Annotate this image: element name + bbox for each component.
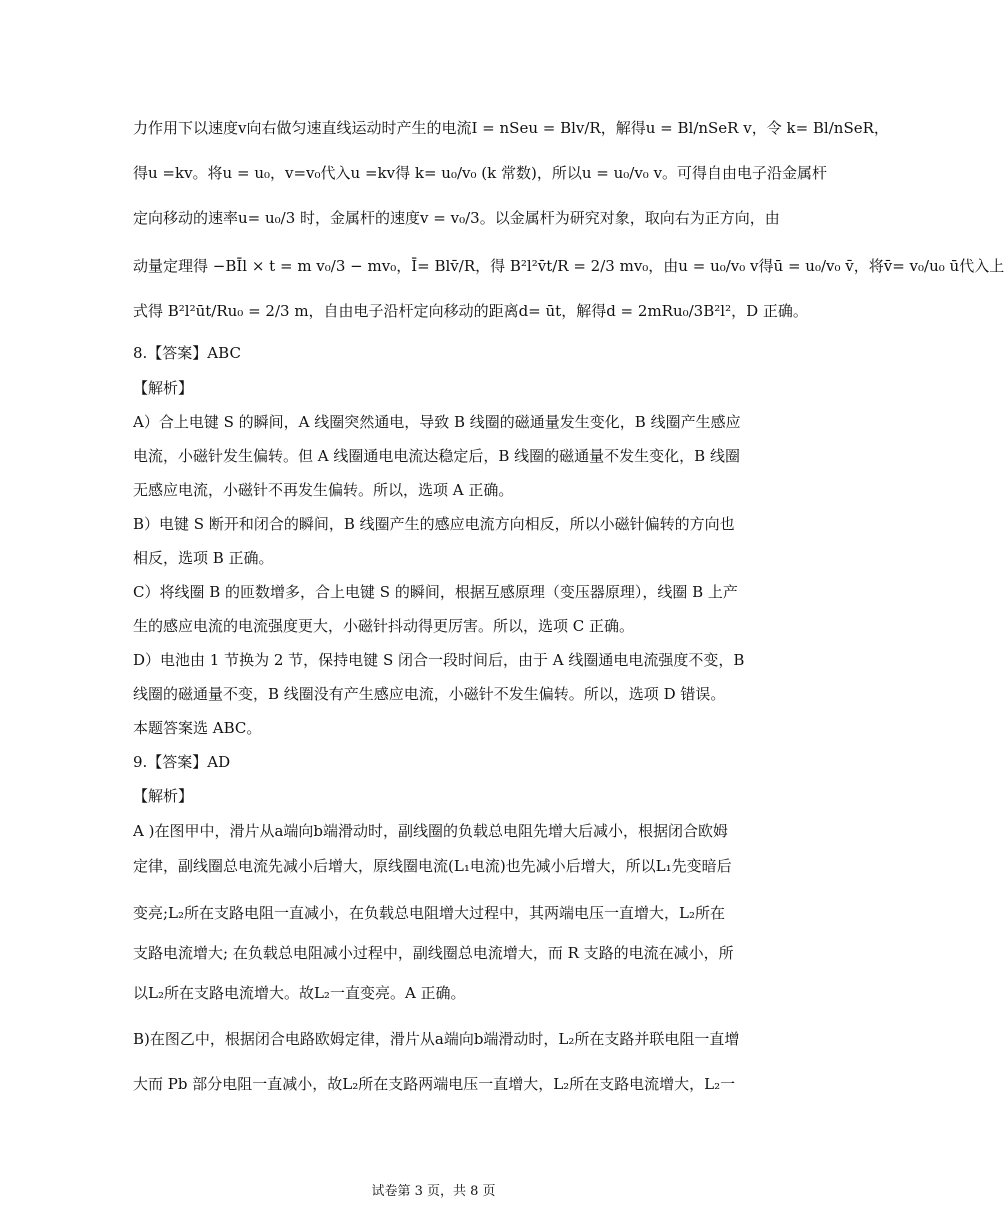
- text-line: 无感应电流，小磁针不再发生偏转。所以，选项 A 正确。: [133, 481, 514, 499]
- text-line: B)在图乙中，根据闭合电路欧姆定律，滑片从a端向b端滑动时，L₂所在支路并联电阻一直增: [133, 1030, 740, 1048]
- text-line: 定律，副线圈总电流先减小后增大，原线圈电流(L₁电流)也先减小后增大，所以L₁先变暗后: [133, 857, 732, 875]
- text-line: 本题答案选 ABC。: [133, 719, 262, 737]
- text-line: 线圈的磁通量不变，B 线圈没有产生感应电流，小磁针不发生偏转。所以，选项 D 错误。: [133, 685, 726, 703]
- text-line: 得u =kv。将u = u₀，v=v₀代入u =kv得 k= u₀/v₀ (k 常数)，所以u = u₀/v₀ v。可得自由电子沿金属杆: [133, 164, 828, 182]
- text-line: 相反，选项 B 正确。: [133, 549, 274, 567]
- text-line: 力作用下以速度v向右做匀速直线运动时产生的电流I = nSeu = Blv/R，解得u = Bl/nSeR v，令 k= Bl/nSeR，: [133, 119, 889, 137]
- analysis-heading: 【解析】: [133, 379, 194, 397]
- page-footer: 试卷第 3 页，共 8 页: [371, 1184, 496, 1199]
- text-line: 动量定理得 −BĪl × t = m v₀/3 − mv₀，Ī= Blv̄/R，得 B²l²v̄t/R = 2/3 mv₀，由u = u₀/v₀ v得ū = u₀/v₀ v̄，将v̄= v₀/u₀ ū代入上: [133, 257, 1004, 275]
- text-line: 定向移动的速率u= u₀/3 时，金属杆的速度v = v₀/3。以金属杆为研究对象，取向右为正方向，由: [133, 209, 780, 227]
- text-line: 生的感应电流的电流强度更大，小磁针抖动得更厉害。所以，选项 C 正确。: [133, 617, 635, 635]
- answer-heading: 9.【答案】AD: [133, 753, 231, 771]
- text-line: A )在图甲中，滑片从a端向b端滑动时，副线圈的负载总电阻先增大后减小，根据闭合欧姆: [133, 822, 729, 840]
- text-line: D）电池由 1 节换为 2 节，保持电键 S 闭合一段时间后，由于 A 线圈通电电流强度不变，B: [133, 651, 745, 669]
- text-line: 电流，小磁针发生偏转。但 A 线圈通电电流达稳定后，B 线圈的磁通量不发生变化，B 线圈: [133, 447, 740, 465]
- text-line: 变亮;L₂所在支路电阻一直减小，在负载总电阻增大过程中，其两端电压一直增大，L₂所在: [133, 904, 726, 922]
- text-line: 以L₂所在支路电流增大。故L₂一直变亮。A 正确。: [133, 984, 466, 1002]
- analysis-heading: 【解析】: [133, 787, 194, 805]
- text-line: B）电键 S 断开和闭合的瞬间，B 线圈产生的感应电流方向相反，所以小磁针偏转的方向也: [133, 515, 735, 533]
- text-line: 大而 Pb 部分电阻一直减小，故L₂所在支路两端电压一直增大，L₂所在支路电流增大，L₂一: [133, 1075, 736, 1093]
- text-line: 式得 B²l²ūt/Ru₀ = 2/3 m，自由电子沿杆定向移动的距离d= ūt，解得d = 2mRu₀/3B²l²，D 正确。: [133, 302, 808, 320]
- text-line: C）将线圈 B 的匝数增多，合上电键 S 的瞬间，根据互感原理（变压器原理），线圈 B 上产: [133, 583, 738, 601]
- text-line: 支路电流增大; 在负载总电阻减小过程中，副线圈总电流增大，而 R 支路的电流在减小，所: [133, 944, 734, 962]
- answer-heading: 8.【答案】ABC: [133, 344, 241, 362]
- text-line: A）合上电键 S 的瞬间，A 线圈突然通电，导致 B 线圈的磁通量发生变化，B 线圈产生感应: [133, 413, 741, 431]
